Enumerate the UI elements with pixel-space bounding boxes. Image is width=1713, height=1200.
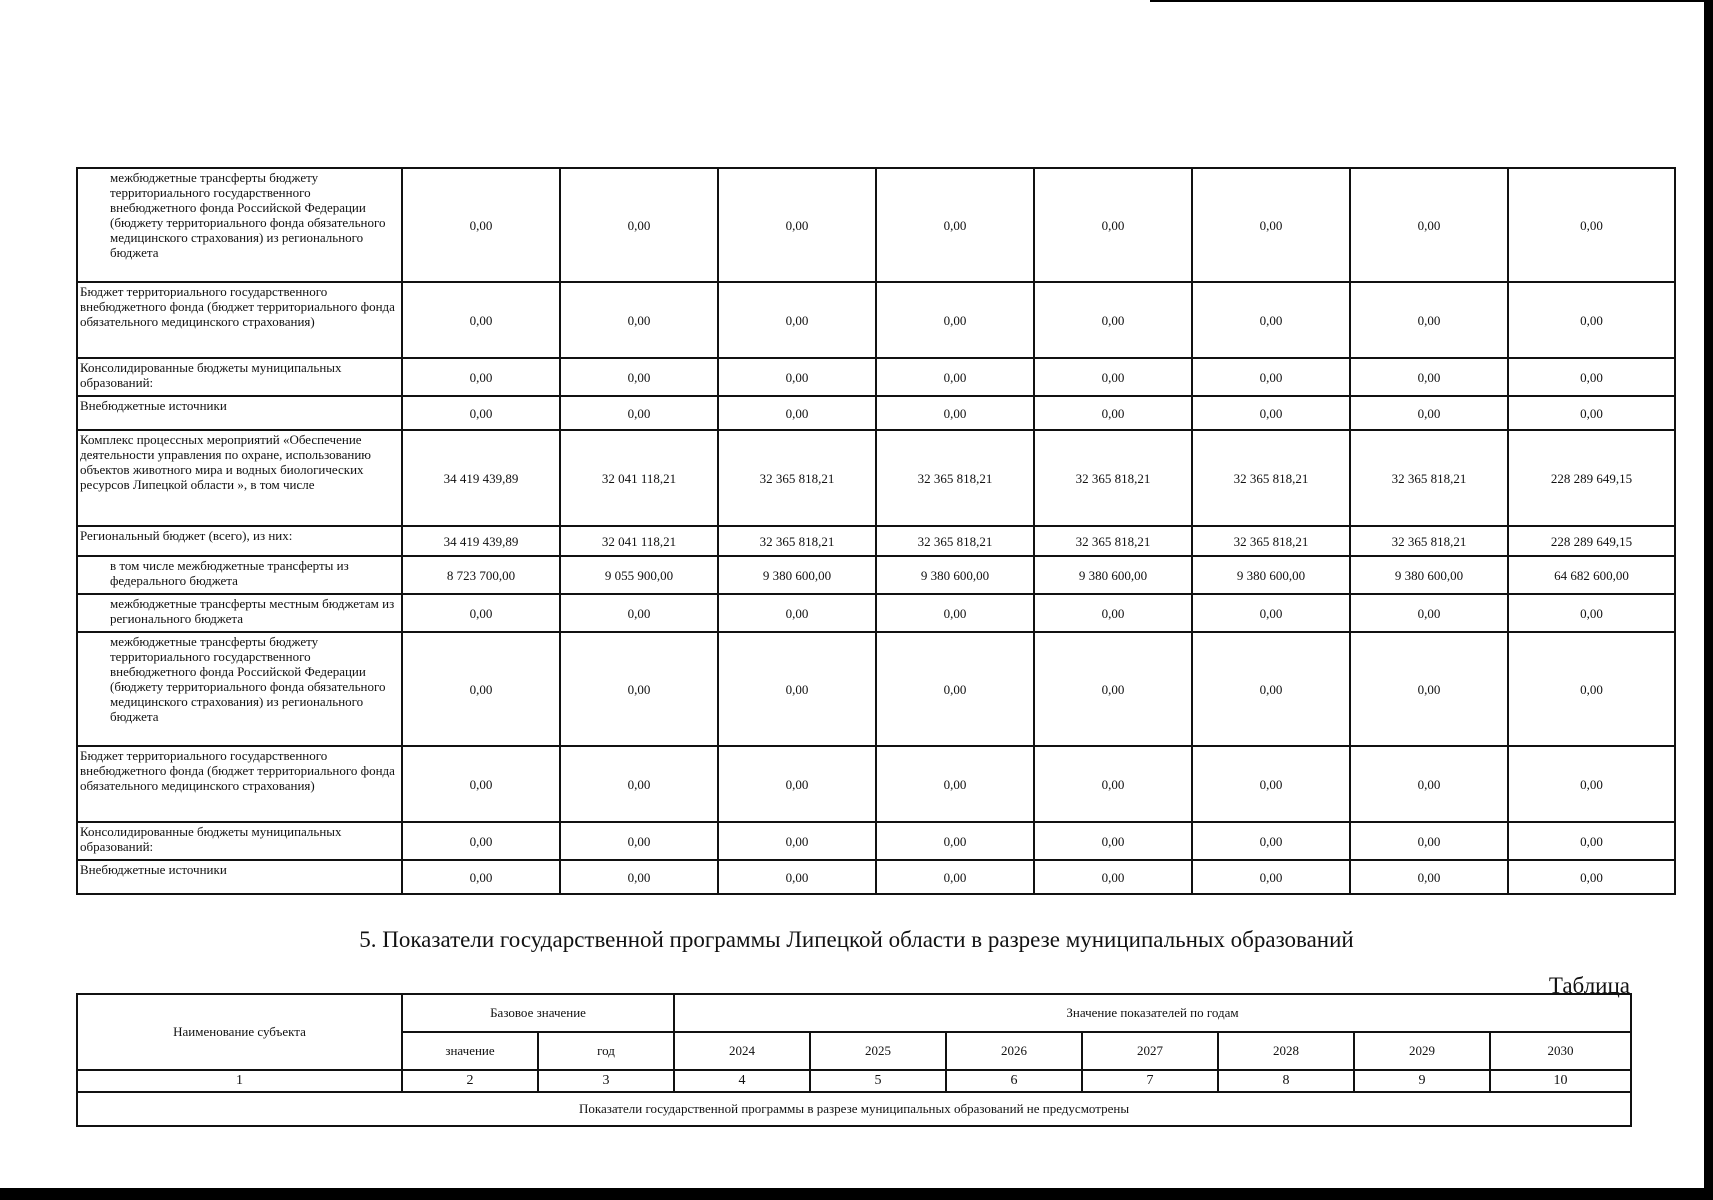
bottom-scan-edge [0, 1188, 1713, 1200]
finance-row-name: межбюджетные трансферты местным бюджетам из регионального бюджета [77, 594, 402, 632]
finance-row-name: в том числе межбюджетные трансферты из федерального бюджета [77, 556, 402, 594]
finance-row-name: Региональный бюджет (всего), из них: [77, 526, 402, 556]
finance-cell: 0,00 [1192, 168, 1350, 282]
finance-cell: 0,00 [1192, 746, 1350, 822]
finance-cell: 0,00 [718, 822, 876, 860]
finance-cell: 0,00 [876, 746, 1034, 822]
finance-cell: 32 041 118,21 [560, 526, 718, 556]
finance-cell: 228 289 649,15 [1508, 430, 1675, 526]
right-scan-edge [1704, 0, 1713, 1200]
finance-cell: 0,00 [560, 168, 718, 282]
finance-cell: 0,00 [718, 168, 876, 282]
finance-cell: 32 365 818,21 [1192, 430, 1350, 526]
year-header-cell: 2030 [1490, 1032, 1631, 1070]
finance-cell: 32 365 818,21 [876, 526, 1034, 556]
finance-cell: 0,00 [1350, 860, 1508, 894]
finance-cell: 0,00 [402, 860, 560, 894]
year-header-cell: 2026 [946, 1032, 1082, 1070]
finance-cell: 0,00 [876, 358, 1034, 396]
finance-cell: 0,00 [1192, 282, 1350, 358]
finance-cell: 0,00 [560, 358, 718, 396]
finance-cell: 0,00 [402, 396, 560, 430]
finance-cell: 9 380 600,00 [1034, 556, 1192, 594]
finance-cell: 0,00 [560, 860, 718, 894]
finance-cell: 32 041 118,21 [560, 430, 718, 526]
finance-cell: 0,00 [1350, 822, 1508, 860]
finance-cell: 0,00 [876, 860, 1034, 894]
finance-cell: 0,00 [876, 282, 1034, 358]
finance-cell: 0,00 [1508, 358, 1675, 396]
finance-cell: 8 723 700,00 [402, 556, 560, 594]
finance-cell: 0,00 [402, 168, 560, 282]
finance-row [77, 430, 1675, 526]
subject-header: Наименование субъекта [77, 994, 402, 1070]
finance-cell: 9 380 600,00 [1350, 556, 1508, 594]
finance-cell: 0,00 [1034, 860, 1192, 894]
finance-cell: 0,00 [1350, 282, 1508, 358]
years-header: Значение показателей по годам [674, 994, 1631, 1032]
finance-cell: 0,00 [1192, 860, 1350, 894]
finance-cell: 0,00 [876, 632, 1034, 746]
finance-row [77, 746, 1675, 822]
finance-cell: 0,00 [1350, 168, 1508, 282]
finance-cell: 32 365 818,21 [718, 430, 876, 526]
finance-cell: 34 419 439,89 [402, 430, 560, 526]
finance-row-name: межбюджетные трансферты бюджету территориального государственного внебюджетного фонда Российской Федерации (бюджету территориального фонда обязательного медицинского страхования) из регионального бюджета [77, 168, 402, 282]
table-caption: Таблица [1548, 973, 1630, 998]
year-header-cell: 2027 [1082, 1032, 1218, 1070]
finance-row-name: Консолидированные бюджеты муниципальных образований: [77, 822, 402, 860]
finance-cell: 0,00 [402, 822, 560, 860]
finance-cell: 0,00 [1034, 632, 1192, 746]
top-edge-line [1150, 0, 1713, 2]
finance-cell: 0,00 [1192, 358, 1350, 396]
column-number: 7 [1082, 1070, 1218, 1092]
finance-cell: 0,00 [718, 282, 876, 358]
finance-cell: 0,00 [402, 358, 560, 396]
finance-cell: 0,00 [1192, 822, 1350, 860]
finance-cell: 32 365 818,21 [876, 430, 1034, 526]
finance-row [77, 556, 1675, 594]
finance-cell: 0,00 [1034, 594, 1192, 632]
finance-cell: 32 365 818,21 [718, 526, 876, 556]
finance-cell: 0,00 [402, 632, 560, 746]
finance-cell: 228 289 649,15 [1508, 526, 1675, 556]
finance-cell: 64 682 600,00 [1508, 556, 1675, 594]
column-number: 9 [1354, 1070, 1490, 1092]
finance-row [77, 526, 1675, 556]
finance-cell: 9 380 600,00 [1192, 556, 1350, 594]
column-number: 8 [1218, 1070, 1354, 1092]
finance-row [77, 822, 1675, 860]
finance-cell: 0,00 [560, 396, 718, 430]
finance-cell: 0,00 [1350, 746, 1508, 822]
finance-cell: 9 380 600,00 [876, 556, 1034, 594]
finance-cell: 32 365 818,21 [1034, 430, 1192, 526]
finance-cell: 0,00 [1192, 396, 1350, 430]
base-value-header: Базовое значение [402, 994, 674, 1032]
finance-row [77, 358, 1675, 396]
column-number: 5 [810, 1070, 946, 1092]
finance-cell: 0,00 [1508, 822, 1675, 860]
finance-row [77, 594, 1675, 632]
finance-row-name: Комплекс процессных мероприятий «Обеспечение деятельности управления по охране, использованию объектов животного мира и водных биологических ресурсов Липецкой области », в том числе [77, 430, 402, 526]
finance-row [77, 632, 1675, 746]
column-number: 6 [946, 1070, 1082, 1092]
finance-cell: 0,00 [1350, 396, 1508, 430]
finance-cell: 0,00 [1192, 632, 1350, 746]
column-number: 4 [674, 1070, 810, 1092]
finance-cell: 0,00 [1034, 746, 1192, 822]
finance-cell: 0,00 [718, 396, 876, 430]
finance-row [77, 282, 1675, 358]
indicators-table [76, 993, 1632, 1127]
finance-cell: 0,00 [1034, 282, 1192, 358]
finance-cell: 9 055 900,00 [560, 556, 718, 594]
finance-cell: 0,00 [1508, 632, 1675, 746]
finance-cell: 0,00 [1350, 632, 1508, 746]
finance-cell: 0,00 [1508, 594, 1675, 632]
finance-cell: 0,00 [718, 358, 876, 396]
finance-row-name: Бюджет территориального государственного внебюджетного фонда (бюджет территориального фонда обязательного медицинского страхования) [77, 282, 402, 358]
finance-cell: 0,00 [718, 860, 876, 894]
finance-cell: 0,00 [718, 594, 876, 632]
finance-cell: 32 365 818,21 [1350, 526, 1508, 556]
finance-cell: 0,00 [1192, 594, 1350, 632]
finance-row-name: Внебюджетные источники [77, 396, 402, 430]
finance-cell: 9 380 600,00 [718, 556, 876, 594]
base-year-subheader: год [538, 1032, 674, 1070]
finance-cell: 0,00 [876, 822, 1034, 860]
finance-cell: 0,00 [1508, 746, 1675, 822]
finance-cell: 0,00 [876, 396, 1034, 430]
finance-row-name: межбюджетные трансферты бюджету территориального государственного внебюджетного фонда Российской Федерации (бюджету территориального фонда обязательного медицинского страхования) из регионального бюджета [77, 632, 402, 746]
finance-cell: 32 365 818,21 [1350, 430, 1508, 526]
year-header-cell: 2029 [1354, 1032, 1490, 1070]
section-title: 5. Показатели государственной программы Липецкой области в разрезе муниципальных образований [359, 927, 1354, 952]
finance-cell: 0,00 [876, 594, 1034, 632]
finance-row-name: Консолидированные бюджеты муниципальных образований: [77, 358, 402, 396]
column-number: 1 [77, 1070, 402, 1092]
finance-cell: 0,00 [1508, 860, 1675, 894]
finance-cell: 0,00 [402, 594, 560, 632]
column-number: 10 [1490, 1070, 1631, 1092]
finance-cell: 0,00 [1508, 168, 1675, 282]
finance-cell: 0,00 [718, 746, 876, 822]
finance-cell: 34 419 439,89 [402, 526, 560, 556]
finance-cell: 0,00 [1508, 396, 1675, 430]
finance-cell: 32 365 818,21 [1034, 526, 1192, 556]
finance-cell: 0,00 [1350, 358, 1508, 396]
finance-cell: 0,00 [1350, 594, 1508, 632]
year-header-cell: 2025 [810, 1032, 946, 1070]
finance-cell: 0,00 [402, 282, 560, 358]
finance-cell: 0,00 [1508, 282, 1675, 358]
finance-cell: 0,00 [402, 746, 560, 822]
finance-row [77, 168, 1675, 282]
finance-cell: 0,00 [560, 632, 718, 746]
not-provided-note: Показатели государственной программы в разрезе муниципальных образований не предусмотрены [77, 1092, 1631, 1126]
year-header-cell: 2028 [1218, 1032, 1354, 1070]
indicators-header-row [77, 994, 1631, 1032]
finance-cell: 0,00 [1034, 822, 1192, 860]
finance-cell: 0,00 [1034, 168, 1192, 282]
finance-cell: 0,00 [560, 822, 718, 860]
finance-row [77, 860, 1675, 894]
note-row [77, 1092, 1631, 1126]
finance-row [77, 396, 1675, 430]
finance-cell: 0,00 [560, 746, 718, 822]
finance-cell: 0,00 [876, 168, 1034, 282]
finance-cell: 0,00 [1034, 396, 1192, 430]
finance-row-name: Внебюджетные источники [77, 860, 402, 894]
finance-cell: 0,00 [560, 594, 718, 632]
finance-cell: 0,00 [560, 282, 718, 358]
year-header-cell: 2024 [674, 1032, 810, 1070]
finance-cell: 0,00 [718, 632, 876, 746]
finance-cell: 0,00 [1034, 358, 1192, 396]
finance-row-name: Бюджет территориального государственного внебюджетного фонда (бюджет территориального фонда обязательного медицинского страхования) [77, 746, 402, 822]
column-number: 2 [402, 1070, 538, 1092]
column-number: 3 [538, 1070, 674, 1092]
column-numbers-row [77, 1070, 1631, 1092]
finance-table [76, 167, 1676, 895]
finance-cell: 32 365 818,21 [1192, 526, 1350, 556]
base-value-subheader: значение [402, 1032, 538, 1070]
